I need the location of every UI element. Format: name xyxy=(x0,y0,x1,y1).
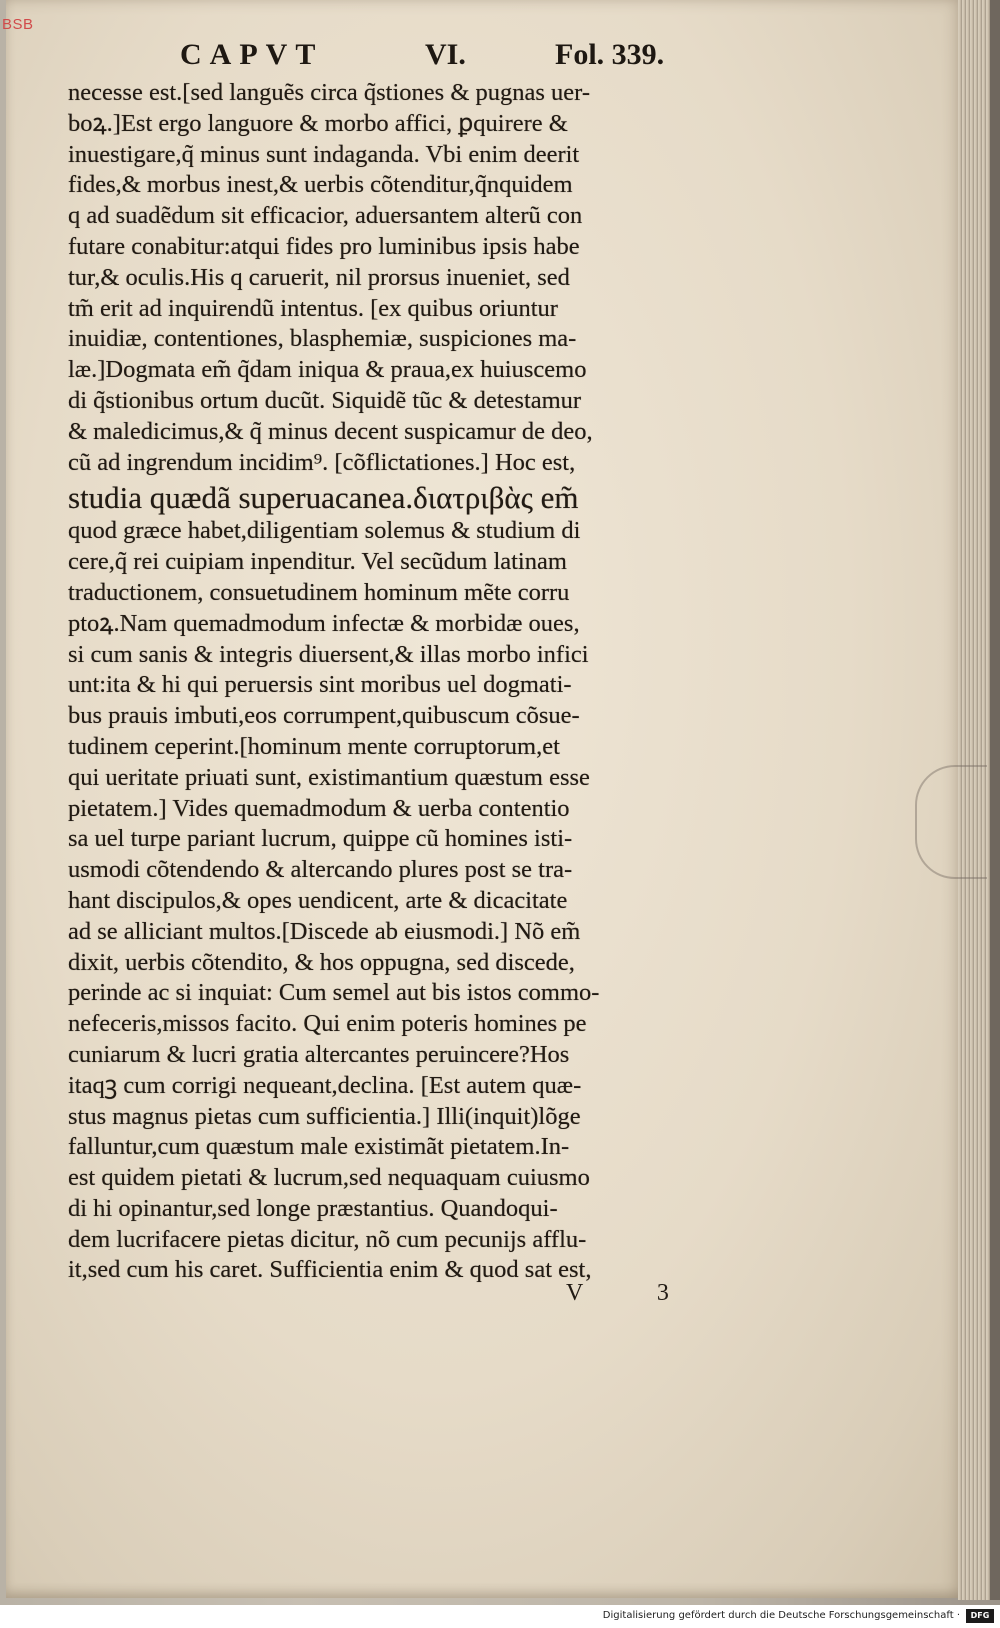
text-line-emphasis: studia quædã superuacanea.διατριβὰς em̃ xyxy=(68,480,579,516)
text-line: cũ ad ingrendum incidim⁹. [cõflictationes.] Hoc est, xyxy=(68,448,576,476)
body-text xyxy=(68,78,768,1286)
text-line: inuidiæ, contentiones, blasphemiæ, suspiciones ma- xyxy=(68,325,577,353)
header-folio: Fol. 339. xyxy=(555,38,665,71)
text-line: di hi opinantur,sed longe præstantius. Quandoqui- xyxy=(68,1194,558,1222)
text-line: fides,& morbus inest,& uerbis cõtenditur,q̃nquidem xyxy=(68,171,573,199)
text-line: bus prauis imbuti,eos corrumpent,quibuscum cõsue- xyxy=(68,702,580,730)
text-line: dixit, uerbis cõtendito, & hos oppugna, sed discede, xyxy=(68,948,575,976)
text-line: perinde ac si inquiat: Cum semel aut bis istos commo- xyxy=(68,979,600,1007)
text-line: stus magnus pietas cum sufficientia.] Illi(inquit)lõge xyxy=(68,1102,581,1130)
text-line: q ad suadẽdum sit efficacior, aduersantem alterũ con xyxy=(68,202,583,230)
digitization-credit-bar xyxy=(0,1605,1000,1628)
text-line: traductionem, consuetudinem hominum mẽte corru xyxy=(68,578,570,606)
text-line: sa uel turpe pariant lucrum, quippe cũ homines isti- xyxy=(68,825,573,853)
text-line: boꝝ.]Est ergo languore & morbo affici, ꝑquirere & xyxy=(68,109,568,137)
text-line: si cum sanis & integris diuersent,& illas morbo infici xyxy=(68,640,589,668)
text-line: est quidem pietati & lucrum,sed nequaquam cuiusmo xyxy=(68,1164,590,1192)
text-line: di q̃stionibus ortum ducũt. Siquidẽ tũc & detestamur xyxy=(68,386,582,414)
credit-text: Digitalisierung gefördert durch die Deutsche Forschungsgemeinschaft · xyxy=(602,1610,960,1621)
text-line: unt:ita & hi qui peruersis sint moribus uel dogmati- xyxy=(68,671,572,699)
text-line: itaqꝫ cum corrigi nequeant,declina. [Est autem quæ- xyxy=(68,1071,582,1099)
text-line: cuniarum & lucri gratia altercantes peruincere?Hos xyxy=(68,1040,570,1068)
book-binding xyxy=(990,0,1000,1600)
signature-mark: V 3 xyxy=(566,1280,703,1306)
page-clip-mark xyxy=(915,765,987,879)
text-line: usmodi cõtendendo & altercando plures post se tra- xyxy=(68,856,573,884)
text-line: ad se alliciant multos.[Discede ab eiusmodi.] Nõ em̃ xyxy=(68,917,581,945)
text-line: dem lucrifacere pietas dicitur, nõ cum pecunijs afflu- xyxy=(68,1225,587,1253)
text-line: qui ueritate priuati sunt, existimantium quæstum esse xyxy=(68,763,590,791)
library-watermark: BSB xyxy=(2,16,34,33)
text-line: tm̃ erit ad inquirendũ intentus. [ex quibus oriuntur xyxy=(68,294,558,322)
text-line: pietatem.] Vides quemadmodum & uerba contentio xyxy=(68,794,570,822)
text-line: necesse est.[sed languẽs circa q̃stiones & pugnas uer- xyxy=(68,79,591,106)
text-line: falluntur,cum quæstum male existimãt pietatem.In- xyxy=(68,1133,570,1161)
text-line: inuestigare,q̃ minus sunt indaganda. Vbi enim deerit xyxy=(68,140,580,168)
text-line: hant discipulos,& opes uendicent, arte & dicacitate xyxy=(68,886,568,914)
text-line: & maledicimus,& q̃ minus decent suspicamur de deo, xyxy=(68,417,593,445)
text-line: cere,q̃ rei cuipiam inpenditur. Vel secũdum latinam xyxy=(68,548,567,576)
dfg-logo: DFG xyxy=(966,1609,994,1623)
text-line: læ.]Dogmata em̃ q̃dam iniqua & praua,ex huiuscemo xyxy=(68,356,587,384)
header-caput: CAPVT xyxy=(180,38,324,71)
text-line: nefeceris,missos facito. Qui enim poteris homines pe xyxy=(68,1010,587,1038)
text-line: it,sed cum his caret. Sufficientia enim & quod sat est, xyxy=(68,1256,592,1284)
text-line: tur,& oculis.His q caruerit, nil prorsus inueniet, sed xyxy=(68,263,570,291)
text-line: tudinem ceperint.[hominum mente corruptorum,et xyxy=(68,732,560,760)
text-line: ptoꝝ.Nam quemadmodum infectæ & morbidæ oues, xyxy=(68,609,580,637)
text-line: futare conabitur:atqui fides pro luminibus ipsis habe xyxy=(68,232,580,260)
header-chapter-number: VI. xyxy=(425,38,466,71)
text-line: quod græce habet,diligentiam solemus & studium di xyxy=(68,517,581,545)
running-header xyxy=(180,38,715,78)
